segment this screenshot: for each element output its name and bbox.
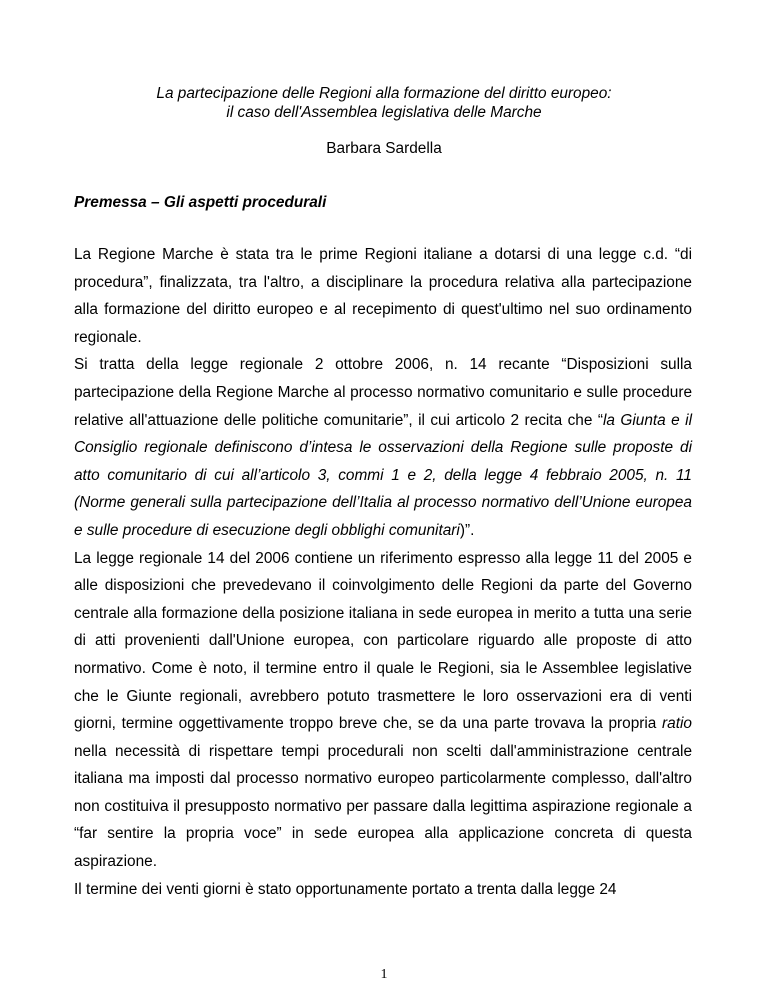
paragraph-2-text-a: Si tratta della legge regionale 2 ottobre 2006, n. 14 recante “Disposizioni sulla partecipazione della Regione Marche al processo normativo comunitario e sulle procedure relative all'attuazione delle politiche comunitarie”, il cui articolo 2 recita che “ xyxy=(74,356,692,429)
paragraph-4: Il termine dei venti giorni è stato opportunamente portato a trenta dalla legge 24 xyxy=(74,880,617,898)
paragraph-1: La Regione Marche è stata tra le prime Regioni italiane a dotarsi di una legge c.d. “di procedura”, finalizzata, tra l'altro, a disciplinare la procedura relativa alla partecipazione alla formazione del diritto europeo e al recepimento di quest'ultimo nel suo ordinamento regionale. xyxy=(74,246,692,346)
author-name: Barbara Sardella xyxy=(326,140,442,157)
document-title-line-1: La partecipazione delle Regioni alla formazione del diritto europeo: xyxy=(156,85,612,102)
paragraph-2-text-b: )”. xyxy=(459,521,475,539)
paragraph-3-text-b: nella necessità di rispettare tempi procedurali non scelti dall'amministrazione centrale italiana ma imposti dal processo normativo europeo particolarmente complesso, dall'altro non costituiva il presupposto normativo per passare dalla legittima aspirazione regionale a “far sentire la propria voce” in sede europea alla applicazione concreta di questa aspirazione. xyxy=(74,742,692,871)
section-heading: Premessa – Gli aspetti procedurali xyxy=(74,194,327,211)
paragraph-3-text-a: La legge regionale 14 del 2006 contiene un riferimento espresso alla legge 11 del 2005 e alle disposizioni che prevedevano il coinvolgimento delle Regioni da parte del Governo centrale alla formazione della posizione italiana in sede europea in merito a tutta una serie di atti provenienti dall'Unione europea, con particolare riguardo alle proposte di atto normativo. Come è noto, il termine entro il quale le Regioni, sia le Assemblee legislative che le Giunte regionali, avrebbero potuto trasmettere le loro osservazioni era di venti giorni, termine oggettivamente troppo breve che, se da una parte trovava la propria xyxy=(74,549,692,733)
paragraph-3-ratio: ratio xyxy=(662,715,692,733)
paragraph-2 xyxy=(74,351,692,544)
page-number: 1 xyxy=(380,967,388,982)
paragraph-3 xyxy=(74,545,692,876)
body-text xyxy=(74,241,692,903)
paragraph-2-quote: la Giunta e il Consiglio regionale definiscono d’intesa le osservazioni della Regione sulle proposte di atto comunitario di cui all’articolo 3, commi 1 e 2, della legge 4 febbraio 2005, n. 11 (Norme generali sulla partecipazione dell’Italia al processo normativo dell’Unione europea e sulle procedure di esecuzione degli obblighi comunitari xyxy=(74,411,692,539)
document-title-line-2: il caso dell'Assemblea legislativa delle Marche xyxy=(226,104,542,121)
